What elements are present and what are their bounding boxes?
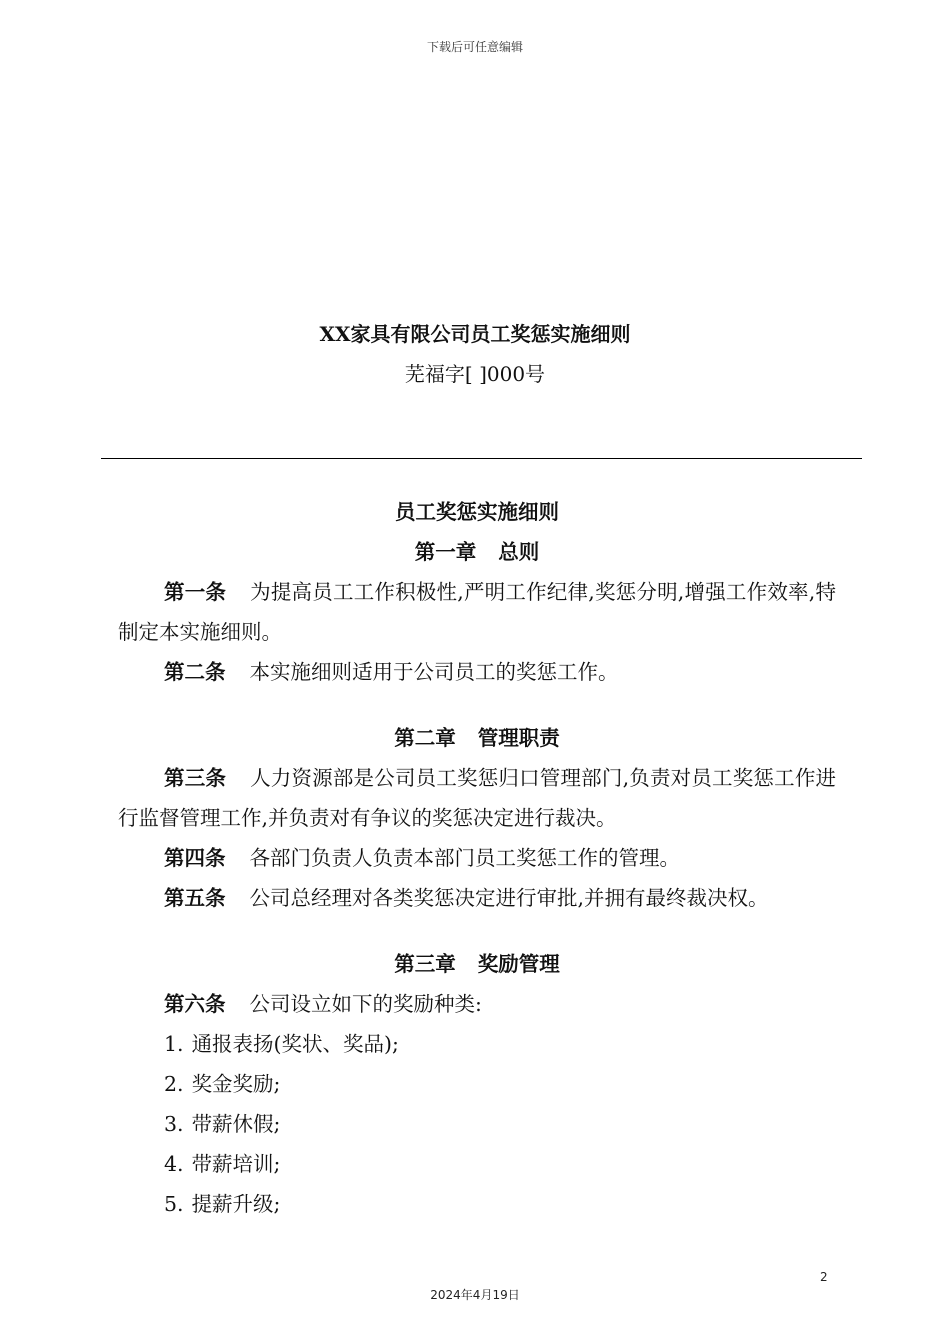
chapter-number: 第二章 xyxy=(394,726,456,750)
article xyxy=(118,838,836,878)
article-text: 各部门负责人负责本部门员工奖惩工作的管理。 xyxy=(249,846,680,870)
list-number: 1. xyxy=(164,1032,184,1056)
section-title: 员工奖惩实施细则 xyxy=(395,500,559,524)
article-label: 第四条 xyxy=(164,846,226,870)
chapter-heading xyxy=(118,944,836,984)
list-text: 通报表扬(奖状、奖品); xyxy=(191,1032,399,1056)
list-text: 提薪升级; xyxy=(191,1192,281,1216)
title-divider xyxy=(101,458,862,459)
chapter-heading xyxy=(118,532,836,572)
list-item xyxy=(118,1064,836,1104)
list-text: 带薪培训; xyxy=(191,1152,281,1176)
chapter-title: 管理职责 xyxy=(477,726,560,750)
article xyxy=(118,984,836,1024)
list-item xyxy=(118,1184,836,1224)
header-note: 下载后可任意编辑 xyxy=(426,40,523,54)
document-title: XX家具有限公司员工奖惩实施细则 xyxy=(319,322,631,346)
page-number: 2 xyxy=(820,1270,828,1284)
document-body xyxy=(118,492,836,1224)
article-label: 第三条 xyxy=(164,766,227,790)
list-text: 奖金奖励; xyxy=(191,1072,281,1096)
article-text: 公司设立如下的奖励种类: xyxy=(249,992,482,1016)
document-number: 芜福字[ ]000号 xyxy=(404,362,546,386)
list-item xyxy=(118,1104,836,1144)
article-label: 第二条 xyxy=(164,660,226,684)
list-number: 3. xyxy=(164,1112,184,1136)
chapter-heading xyxy=(118,718,836,758)
chapter-title: 奖励管理 xyxy=(477,952,560,976)
article-text: 公司总经理对各类奖惩决定进行审批,并拥有最终裁决权。 xyxy=(249,886,769,910)
article xyxy=(118,878,836,918)
article xyxy=(118,652,836,692)
list-number: 2. xyxy=(164,1072,184,1096)
list-number: 5. xyxy=(164,1192,184,1216)
article-label: 第一条 xyxy=(164,580,227,604)
article-text: 人力资源部是公司员工奖惩归口管理部门,负责对员工奖惩工作进行监督管理工作,并负责对有争议的奖惩决定进行裁决。 xyxy=(118,766,837,830)
chapter-number: 第三章 xyxy=(394,952,456,976)
chapter-title: 总则 xyxy=(498,540,540,564)
article xyxy=(118,572,836,652)
article-text: 本实施细则适用于公司员工的奖惩工作。 xyxy=(249,660,619,684)
article xyxy=(118,758,836,838)
list-item xyxy=(118,1144,836,1184)
list-number: 4. xyxy=(164,1152,184,1176)
article-text: 为提高员工工作积极性,严明工作纪律,奖惩分明,增强工作效率,特制定本实施细则。 xyxy=(118,580,836,644)
article-label: 第六条 xyxy=(164,992,226,1016)
list-item xyxy=(118,1024,836,1064)
list-text: 带薪休假; xyxy=(191,1112,281,1136)
chapter-number: 第一章 xyxy=(414,540,477,564)
article-label: 第五条 xyxy=(164,886,226,910)
footer-date: 2024年4月19日 xyxy=(430,1288,520,1302)
